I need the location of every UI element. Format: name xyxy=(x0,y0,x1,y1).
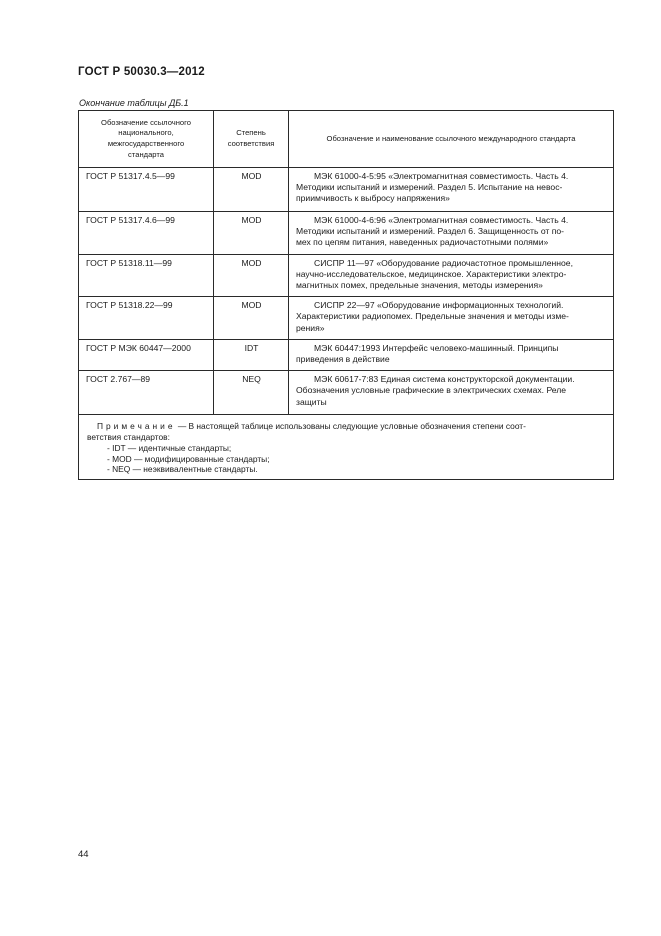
column-header-international-standard: Обозначение и наименование ссылочного международного стандарта xyxy=(289,111,614,168)
page-number: 44 xyxy=(78,849,89,860)
table-row xyxy=(79,339,614,370)
table-note-row xyxy=(79,415,614,480)
table-row xyxy=(79,254,614,297)
table-row xyxy=(79,212,614,255)
national-standard-cell: ГОСТ Р 51317.4.5—99 xyxy=(79,168,214,212)
table-row xyxy=(79,168,614,212)
degree-cell: MOD xyxy=(214,168,289,212)
degree-cell: NEQ xyxy=(214,371,289,415)
note-text: — В настоящей таблице использованы следующие условные обозначения степени соот- xyxy=(177,421,526,432)
table-row xyxy=(79,297,614,340)
table-note xyxy=(79,415,614,480)
international-standard-cell: МЭК 61000-4-6:96 «Электромагнитная совместимость. Часть 4. Методики испытаний и измерений. Раздел 6. Защищенность от по- мех по цепям питания, наведенных радиочастотными полями» xyxy=(289,212,614,255)
table-header-row xyxy=(79,111,614,168)
international-standard-cell: СИСПР 22—97 «Оборудование информационных технологий. Характеристики радиопомех. Предельные значения и методы изме- рения» xyxy=(289,297,614,340)
national-standard-cell: ГОСТ Р МЭК 60447—2000 xyxy=(79,339,214,370)
international-standard-cell: МЭК 61000-4-5:95 «Электромагнитная совместимость. Часть 4. Методики испытаний и измерений. Раздел 5. Испытание на невос- приимчивость к выбросу напряжения» xyxy=(289,168,614,212)
note-text-continued: ветствия стандартов: xyxy=(87,432,170,443)
note-list-item: - IDT — идентичные стандарты; xyxy=(107,442,232,453)
international-standard-cell: МЭК 60617-7:83 Единая система конструкторской документации. Обозначения условные графические в электрических схемах. Реле защиты xyxy=(289,371,614,415)
reference-standards-table xyxy=(78,110,614,480)
national-standard-cell: ГОСТ Р 51318.11—99 xyxy=(79,254,214,297)
column-header-national-standard: Обозначение ссылочного национального, межгосударственного стандарта xyxy=(79,111,214,168)
degree-cell: IDT xyxy=(214,339,289,370)
note-list-item: - MOD — модифицированные стандарты; xyxy=(107,453,270,464)
degree-cell: MOD xyxy=(214,212,289,255)
table-caption: Окончание таблицы ДБ.1 xyxy=(79,98,189,108)
note-list-item: - NEQ — неэквивалентные стандарты. xyxy=(107,464,258,475)
degree-cell: MOD xyxy=(214,254,289,297)
table-row xyxy=(79,371,614,415)
document-title: ГОСТ Р 50030.3—2012 xyxy=(78,66,205,78)
note-label: Примечание xyxy=(97,421,176,432)
degree-cell: MOD xyxy=(214,297,289,340)
national-standard-cell: ГОСТ Р 51317.4.6—99 xyxy=(79,212,214,255)
international-standard-cell: СИСПР 11—97 «Оборудование радиочастотное промышленное, научно-исследовательское, медицинское. Характеристики электро- магнитных помех, предельные значения, методы измерения» xyxy=(289,254,614,297)
national-standard-cell: ГОСТ 2.767—89 xyxy=(79,371,214,415)
international-standard-cell: МЭК 60447:1993 Интерфейс человеко-машинный. Принципы приведения в действие xyxy=(289,339,614,370)
column-header-degree: Степень соответствия xyxy=(214,111,289,168)
national-standard-cell: ГОСТ Р 51318.22—99 xyxy=(79,297,214,340)
